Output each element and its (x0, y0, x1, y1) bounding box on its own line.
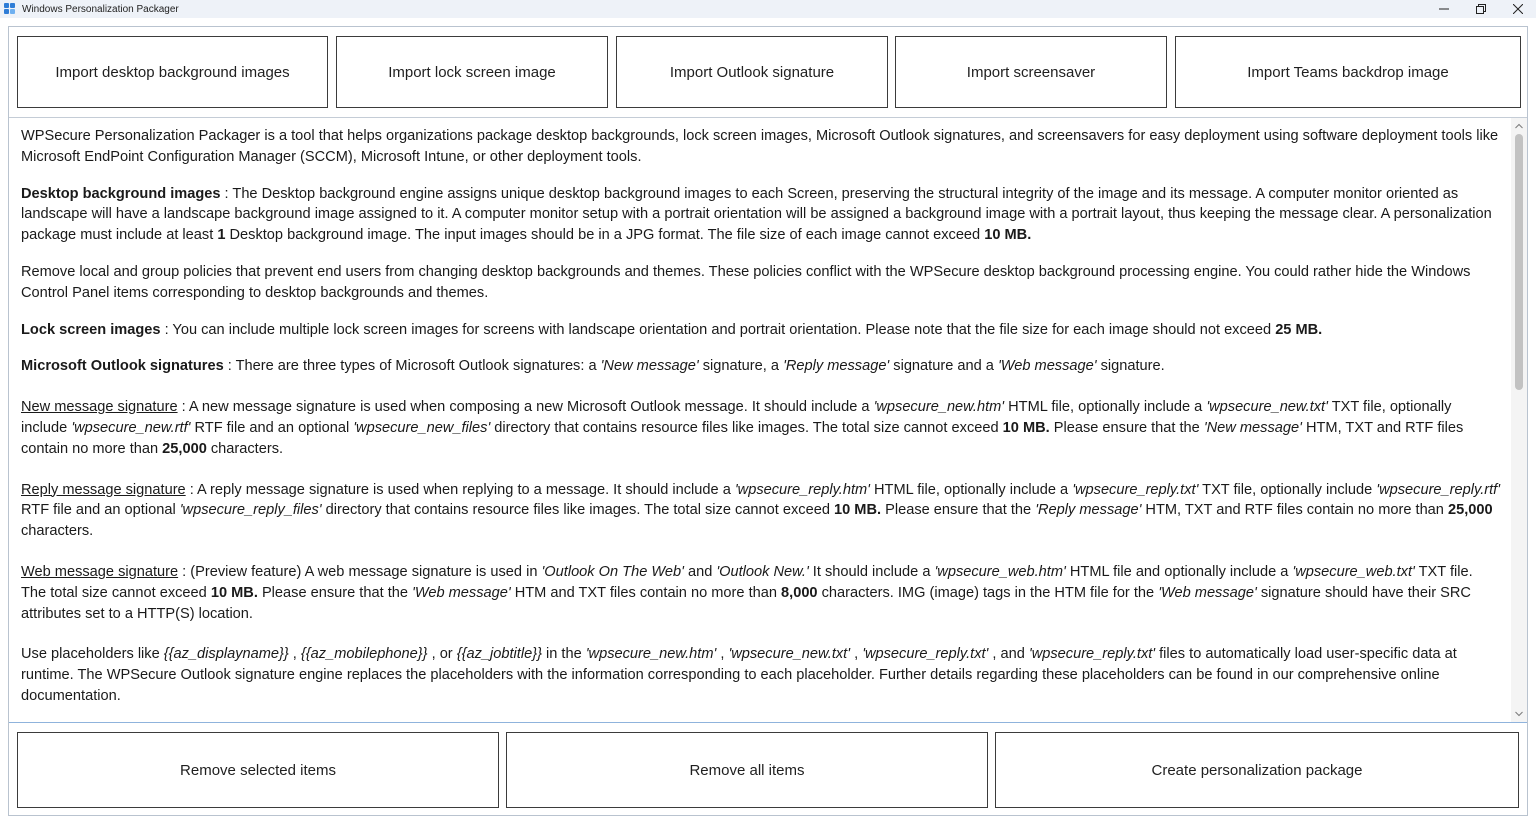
chevron-up-icon (1515, 123, 1523, 129)
remove-all-button[interactable]: Remove all items (506, 732, 988, 808)
import-screensaver-button[interactable]: Import screensaver (895, 36, 1167, 108)
intro-paragraph: WPSecure Personalization Packager is a tool that helps organizations package desktop backgrounds, lock screen images, Microsoft Outlook signatures, and screensavers for easy deployment using software deployment tools like Microsoft EndPoint Configuration Manager (SCCM), Microsoft Intune, or other deployment tools. (21, 128, 1499, 165)
minimize-button[interactable] (1425, 0, 1462, 18)
outlook-paragraph: Microsoft Outlook signatures : There are three types of Microsoft Outlook signatures: a 'New message' signature, a 'Reply message' signature and a 'Web message' signature. (21, 358, 1165, 375)
remove-selected-button[interactable]: Remove selected items (17, 732, 499, 808)
new-signature-paragraph: New message signature : A new message signature is used when composing a new Microsoft Outlook message. It should include a 'wpsecure_new.htm' HTML file, optionally include a 'wpsecure_new.txt' TXT file, optionally include 'wpsecure_new.rtf' RTF file and an optional 'wpsecure_new_files' directory that contains resource files like images. The total size cannot exceed 10 MB. Please ensure that the 'New message' HTM, TXT and RTF files contain no more than 25,000 characters. (21, 399, 1464, 457)
chevron-down-icon (1515, 711, 1523, 717)
create-package-button[interactable]: Create personalization package (995, 732, 1519, 808)
minimize-icon (1439, 4, 1449, 14)
description-text (21, 126, 1501, 723)
lock-heading: Lock screen images (21, 321, 161, 338)
desktop-paragraph: Desktop background images : The Desktop background engine assigns unique desktop background images to each Screen, preserving the structural integrity of the image and its message. A computer monitor oriented as landscape will have a landscape background image assigned to it. A computer monitor setup with a portrait orientation will be assigned a background image with a portrait layout, thus keeping the message clear. A personalization package must include at least 1 Desktop background image. The input images should be in a JPG format. The file size of each image cannot exceed 10 MB. (21, 185, 1492, 244)
import-lock-screen-button[interactable]: Import lock screen image (336, 36, 608, 108)
close-icon (1513, 4, 1523, 14)
placeholders-paragraph: Use placeholders like {{az_displayname}} , {{az_mobilephone}} , or {{az_jobtitle}} in the 'wpsecure_new.htm' , 'wpsecure_new.txt' , 'wpsecure_reply.txt' , and 'wpsecure_reply.txt' files to automatically load user-specific data at runtime. The WPSecure Outlook signature engine replaces the placeholders with the information corresponding to each placeholder. Further details regarding these placeholders can be found in our comprehensive online documentation. (21, 646, 1457, 704)
close-button[interactable] (1499, 0, 1536, 18)
reply-signature-paragraph: Reply message signature : A reply message signature is used when replying to a message. It should include a 'wpsecure_reply.htm' HTML file, optionally include a 'wpsecure_reply.txt' TXT file, optionally include 'wpsecure_reply.rtf' RTF file and an optional 'wpsecure_reply_files' directory that contains resource files like images. The total size cannot exceed 10 MB. Please ensure that the 'Reply message' HTM, TXT and RTF files contain no more than 25,000 characters. (21, 481, 1501, 540)
import-teams-backdrop-button[interactable]: Import Teams backdrop image (1175, 36, 1521, 108)
lock-paragraph: Lock screen images : You can include multiple lock screen images for screens with landscape orientation and portrait orientation. Please note that the file size for each image should not exceed 25 MB. (21, 321, 1323, 338)
action-toolbar (17, 732, 1521, 808)
scroll-up-arrow[interactable] (1511, 119, 1527, 133)
remove-policies-paragraph: Remove local and group policies that prevent end users from changing desktop backgrounds and themes. These policies conflict with the WPSecure desktop background processing engine. You could rather hide the Windows Control Panel items corresponding to desktop backgrounds and themes. (21, 263, 1471, 301)
import-toolbar (17, 36, 1521, 108)
new-signature-label: New message signature (21, 399, 178, 416)
desktop-heading: Desktop background images (21, 185, 221, 202)
outlook-heading: Microsoft Outlook signatures (21, 358, 224, 375)
vertical-scrollbar[interactable] (1511, 118, 1527, 722)
reply-signature-label: Reply message signature (21, 481, 186, 498)
app-icon (4, 3, 16, 15)
main-frame (8, 26, 1528, 816)
window-controls (1425, 0, 1536, 18)
import-outlook-signature-button[interactable]: Import Outlook signature (616, 36, 888, 108)
scroll-down-arrow[interactable] (1511, 707, 1527, 721)
description-panel[interactable] (9, 117, 1527, 723)
import-desktop-background-button[interactable]: Import desktop background images (17, 36, 328, 108)
restore-button[interactable] (1462, 0, 1499, 18)
restore-icon (1476, 4, 1486, 14)
web-signature-label: Web message signature (21, 563, 179, 580)
scroll-thumb[interactable] (1515, 134, 1523, 390)
title-bar (0, 0, 1536, 18)
web-signature-paragraph: Web message signature : (Preview feature) A web message signature is used in 'Outlook On The Web' and 'Outlook New.' It should include a 'wpsecure_web.htm' HTML file and optionally include a 'wpsecure_web.txt' TXT file. The total size cannot exceed 10 MB. Please ensure that the 'Web message' HTM and TXT files contain no more than 8,000 characters. IMG (image) tags in the HTM file for the 'Web message' signature should have their SRC attributes set to a HTTP(S) location. (21, 563, 1473, 622)
window-title: Windows Personalization Packager (22, 3, 179, 15)
